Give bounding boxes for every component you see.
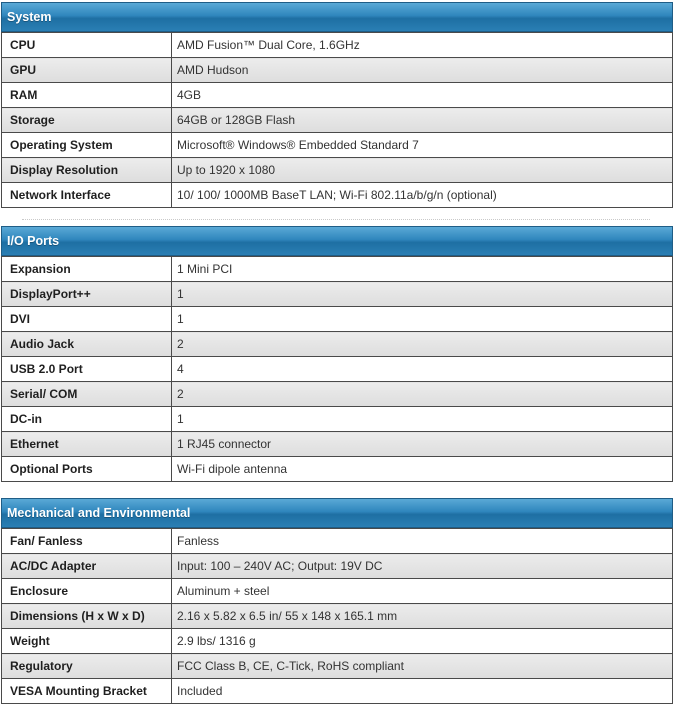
- table-row: [2, 108, 673, 133]
- spec-value: Wi-Fi dipole antenna: [172, 457, 673, 482]
- spec-value: AMD Fusion™ Dual Core, 1.6GHz: [172, 33, 673, 58]
- mechanical-section: [1, 498, 673, 704]
- table-row: [2, 432, 673, 457]
- section-header: Mechanical and Environmental: [1, 498, 673, 528]
- table-row: [2, 457, 673, 482]
- spec-value: 2.16 x 5.82 x 6.5 in/ 55 x 148 x 165.1 mm: [172, 604, 673, 629]
- spec-value: 2: [172, 332, 673, 357]
- spec-value: Up to 1920 x 1080: [172, 158, 673, 183]
- table-row: [2, 407, 673, 432]
- spec-value: 1 RJ45 connector: [172, 432, 673, 457]
- table-row: [2, 382, 673, 407]
- spec-value: AMD Hudson: [172, 58, 673, 83]
- spec-value: Microsoft® Windows® Embedded Standard 7: [172, 133, 673, 158]
- spec-table: [1, 256, 673, 482]
- spec-label: DC-in: [2, 407, 172, 432]
- section-header: System: [1, 2, 673, 32]
- table-row: [2, 257, 673, 282]
- spec-table: [1, 32, 673, 208]
- spec-value: 1: [172, 307, 673, 332]
- table-row: [2, 58, 673, 83]
- table-row: [2, 332, 673, 357]
- table-row: [2, 654, 673, 679]
- spec-table: [1, 528, 673, 704]
- table-row: [2, 83, 673, 108]
- spec-label: Serial/ COM: [2, 382, 172, 407]
- spec-label: Enclosure: [2, 579, 172, 604]
- spec-label: VESA Mounting Bracket: [2, 679, 172, 704]
- spec-value: 4GB: [172, 83, 673, 108]
- spec-label: DisplayPort++: [2, 282, 172, 307]
- spec-value: Input: 100 – 240V AC; Output: 19V DC: [172, 554, 673, 579]
- table-row: [2, 529, 673, 554]
- table-row: [2, 629, 673, 654]
- spec-label: Fan/ Fanless: [2, 529, 172, 554]
- spec-label: Network Interface: [2, 183, 172, 208]
- table-row: [2, 604, 673, 629]
- spec-label: DVI: [2, 307, 172, 332]
- spec-label: Expansion: [2, 257, 172, 282]
- spec-label: Regulatory: [2, 654, 172, 679]
- spec-label: GPU: [2, 58, 172, 83]
- spec-value: Included: [172, 679, 673, 704]
- spec-label: Operating System: [2, 133, 172, 158]
- spec-label: RAM: [2, 83, 172, 108]
- spec-value: 64GB or 128GB Flash: [172, 108, 673, 133]
- spec-value: Fanless: [172, 529, 673, 554]
- spec-label: Audio Jack: [2, 332, 172, 357]
- spec-label: Storage: [2, 108, 172, 133]
- spec-label: Dimensions (H x W x D): [2, 604, 172, 629]
- table-row: [2, 133, 673, 158]
- section-header: I/O Ports: [1, 226, 673, 256]
- spec-label: Display Resolution: [2, 158, 172, 183]
- table-row: [2, 307, 673, 332]
- table-row: [2, 183, 673, 208]
- table-row: [2, 282, 673, 307]
- table-row: [2, 679, 673, 704]
- spec-value: 2: [172, 382, 673, 407]
- spec-label: Optional Ports: [2, 457, 172, 482]
- spec-label: Ethernet: [2, 432, 172, 457]
- system-section: [1, 2, 673, 208]
- table-row: [2, 33, 673, 58]
- table-row: [2, 357, 673, 382]
- spec-label: AC/DC Adapter: [2, 554, 172, 579]
- table-row: [2, 554, 673, 579]
- spec-label: Weight: [2, 629, 172, 654]
- spec-value: 10/ 100/ 1000MB BaseT LAN; Wi-Fi 802.11a/b/g/n (optional): [172, 183, 673, 208]
- spec-value: FCC Class B, CE, C-Tick, RoHS compliant: [172, 654, 673, 679]
- spec-value: Aluminum + steel: [172, 579, 673, 604]
- io-ports-section: [1, 226, 673, 482]
- section-divider: [22, 219, 650, 220]
- spec-value: 2.9 lbs/ 1316 g: [172, 629, 673, 654]
- spec-label: CPU: [2, 33, 172, 58]
- table-row: [2, 158, 673, 183]
- spec-value: 4: [172, 357, 673, 382]
- spec-value: 1 Mini PCI: [172, 257, 673, 282]
- spec-value: 1: [172, 282, 673, 307]
- spec-value: 1: [172, 407, 673, 432]
- table-row: [2, 579, 673, 604]
- spec-label: USB 2.0 Port: [2, 357, 172, 382]
